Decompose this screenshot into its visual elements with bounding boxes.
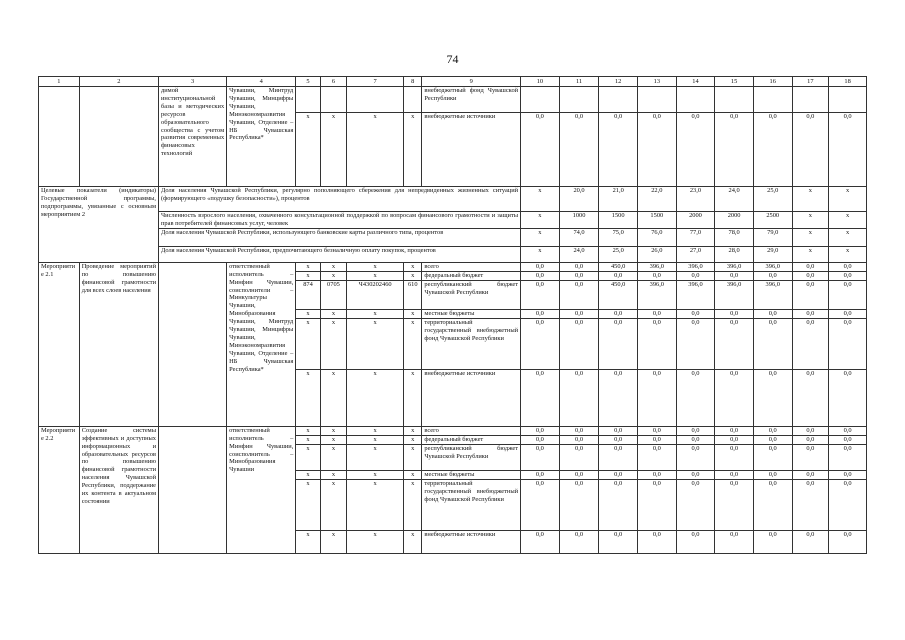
column-header-11: 11 [559, 77, 599, 87]
budget-code-cell: x [347, 369, 404, 426]
value-cell: 0,0 [521, 369, 560, 426]
budget-code-cell: x [320, 271, 346, 280]
value-cell: 0,0 [676, 271, 715, 280]
budget-code-cell: x [347, 309, 404, 318]
budget-code-cell: x [404, 530, 422, 553]
value-cell: 0,0 [521, 309, 560, 318]
value-cell: 0,0 [559, 530, 599, 553]
target-value-cell: 2000 [676, 212, 715, 229]
target-value-cell: x [792, 228, 829, 246]
value-cell: 0,0 [599, 369, 638, 426]
target-value-cell: 25,0 [599, 246, 638, 262]
column-header-8: 8 [404, 77, 422, 87]
target-indicator-text: Доля населения Чувашской Республики, предпочитающего безналичную оплату покупок, процентов [159, 246, 521, 262]
target-value-cell: x [792, 246, 829, 262]
column-header-17: 17 [792, 77, 829, 87]
empty-cell [159, 262, 227, 426]
budget-code-cell: x [320, 470, 346, 479]
target-indicator-text: Доля населения Чувашской Республики, регулярно пополняющего сбережения для непредвиденных жизненных ситуаций (формирующего «подушку безопасности»), процентов [159, 187, 521, 212]
value-cell: 0,0 [715, 113, 754, 187]
target-value-cell: 78,0 [715, 228, 754, 246]
target-indicator-row [39, 187, 867, 212]
value-cell: 0,0 [715, 271, 754, 280]
empty-cell [159, 426, 227, 553]
value-cell: 396,0 [753, 280, 792, 309]
budget-code-cell: x [296, 530, 320, 553]
event-name: Создание системы эффективных и доступных информационных и образовательных ресурсов по повышению финансовой грамотности населения Чувашской Республики, поддержание их контента в актуальном состоянии [79, 426, 158, 553]
empty-cell [320, 87, 346, 113]
value-cell: 0,0 [753, 444, 792, 470]
funding-source-cell: всего [422, 262, 521, 271]
value-cell: 0,0 [676, 113, 715, 187]
budget-code-cell: x [404, 470, 422, 479]
funding-source-cell: местные бюджеты [422, 309, 521, 318]
budget-code-cell: x [296, 444, 320, 470]
budget-code-cell: x [296, 426, 320, 435]
budget-code-cell: x [320, 444, 346, 470]
value-cell: 0,0 [599, 444, 638, 470]
value-cell: 0,0 [829, 280, 867, 309]
target-value-cell: 2000 [715, 212, 754, 229]
target-value-cell: 77,0 [676, 228, 715, 246]
column-header-5: 5 [296, 77, 320, 87]
value-cell: 0,0 [676, 309, 715, 318]
event-row [39, 262, 867, 271]
funding-source-cell: федеральный бюджет [422, 435, 521, 444]
budget-code-cell: x [347, 479, 404, 530]
funding-source-cell: местные бюджеты [422, 470, 521, 479]
budget-code-cell: 874 [296, 280, 320, 309]
empty-cell [829, 87, 867, 113]
value-cell: 0,0 [599, 318, 638, 369]
budget-code-cell: x [320, 479, 346, 530]
budget-code-cell: x [404, 479, 422, 530]
target-value-cell: x [521, 246, 560, 262]
event-label: Мероприятие 2.2 [39, 426, 80, 553]
value-cell: 0,0 [676, 444, 715, 470]
budget-code-cell: x [404, 435, 422, 444]
value-cell: 0,0 [792, 309, 829, 318]
value-cell: 0,0 [676, 369, 715, 426]
target-value-cell: 22,0 [638, 187, 677, 212]
event-name: Проведение мероприятий по повышению финансовой грамотности для всех слоев населения [79, 262, 158, 426]
column-header-18: 18 [829, 77, 867, 87]
budget-code-cell: x [347, 444, 404, 470]
budget-code-cell: x [320, 435, 346, 444]
column-header-14: 14 [676, 77, 715, 87]
value-cell: 0,0 [559, 280, 599, 309]
budget-code-cell: x [296, 262, 320, 271]
funding-source-cell: федеральный бюджет [422, 271, 521, 280]
budget-code-cell: x [404, 309, 422, 318]
budget-code-cell: x [404, 426, 422, 435]
target-value-cell: 2500 [753, 212, 792, 229]
value-cell: 0,0 [676, 435, 715, 444]
continuation-executor-cell: Чувашии, Минтруд Чувашии, Минцифры Чувашии, Минэкономразвития Чувашии, Отделение – НБ Чувашская Республика* [227, 87, 296, 187]
target-value-cell: 1000 [559, 212, 599, 229]
budget-code-cell: x [296, 369, 320, 426]
funding-source-cell: территориальный государственный внебюджетный фонд Чувашской Республики [422, 318, 521, 369]
value-cell: 396,0 [638, 280, 677, 309]
value-cell: 0,0 [638, 530, 677, 553]
value-cell: 0,0 [599, 470, 638, 479]
target-value-cell: x [521, 187, 560, 212]
value-cell: 450,0 [599, 262, 638, 271]
value-cell: 0,0 [676, 479, 715, 530]
value-cell: 0,0 [792, 479, 829, 530]
event-label: Мероприятие 2.1 [39, 262, 80, 426]
value-cell: 0,0 [829, 444, 867, 470]
value-cell: 0,0 [599, 435, 638, 444]
empty-cell [521, 87, 560, 113]
funding-source-cell: республиканский бюджет Чувашской Республики [422, 280, 521, 309]
value-cell: 0,0 [521, 435, 560, 444]
value-cell: 0,0 [521, 113, 560, 187]
value-cell: 0,0 [676, 470, 715, 479]
value-cell: 0,0 [792, 113, 829, 187]
value-cell: 0,0 [715, 309, 754, 318]
budget-code-cell: x [347, 470, 404, 479]
value-cell: 0,0 [829, 262, 867, 271]
budget-code-cell: x [320, 113, 346, 187]
value-cell: 0,0 [715, 435, 754, 444]
column-header-3: 3 [159, 77, 227, 87]
value-cell: 0,0 [599, 309, 638, 318]
page-number: 74 [446, 52, 459, 66]
value-cell: 396,0 [638, 262, 677, 271]
funding-source-cell: внебюджетный фонд Чувашской Республики [422, 87, 521, 113]
target-indicator-text: Доля населения Чувашской Республики, использующего банковские карты различного типа, процентов [159, 228, 521, 246]
continuation-goal-cell: димой институциональной базы и методических ресурсов образовательного сообщества с учетом развития современных финансовых технологий [159, 87, 227, 187]
budget-code-cell: x [347, 530, 404, 553]
value-cell: 0,0 [638, 309, 677, 318]
empty-cell [792, 87, 829, 113]
value-cell: 0,0 [638, 444, 677, 470]
target-indicator-text: Численность взрослого населения, охваченного консультационной поддержкой по вопросам финансового грамотности и защиты прав потребителей финансовых услуг, человек [159, 212, 521, 229]
budget-code-cell: x [296, 470, 320, 479]
budget-code-cell: x [404, 318, 422, 369]
target-value-cell: 23,0 [676, 187, 715, 212]
event-executor: ответственный исполнитель – Минфин Чувашии, соисполнители – Минкультуры Чувашии, Минобразования Чувашии, Минтруд Чувашии, Минцифры Чувашии, Минэкономразвития Чувашии, Отделение – НБ Чувашская Республика* [227, 262, 296, 426]
empty-cell [347, 87, 404, 113]
target-value-cell: x [829, 246, 867, 262]
value-cell: 0,0 [559, 271, 599, 280]
budget-code-cell: x [404, 271, 422, 280]
value-cell: 0,0 [715, 426, 754, 435]
column-header-10: 10 [521, 77, 560, 87]
budget-code-cell: x [296, 309, 320, 318]
target-value-cell: x [792, 212, 829, 229]
value-cell: 0,0 [676, 426, 715, 435]
target-value-cell: 24,0 [715, 187, 754, 212]
empty-cell [39, 87, 80, 187]
value-cell: 0,0 [792, 426, 829, 435]
value-cell: 0,0 [638, 435, 677, 444]
value-cell: 0,0 [521, 530, 560, 553]
value-cell: 0,0 [792, 262, 829, 271]
budget-code-cell: x [296, 113, 320, 187]
target-value-cell: 75,0 [599, 228, 638, 246]
budget-code-cell: x [320, 309, 346, 318]
target-value-cell: 1500 [638, 212, 677, 229]
funding-source-cell: внебюджетные источники [422, 369, 521, 426]
value-cell: 0,0 [559, 318, 599, 369]
target-value-cell: 76,0 [638, 228, 677, 246]
value-cell: 0,0 [521, 470, 560, 479]
value-cell: 0,0 [599, 479, 638, 530]
budget-code-cell: x [404, 369, 422, 426]
target-value-cell: 1500 [599, 212, 638, 229]
value-cell: 0,0 [521, 426, 560, 435]
budget-code-cell: Ч430202460 [347, 280, 404, 309]
target-indicators-label: Целевые показатели (индикаторы) Государственной программы, подпрограммы, увязанные с основным мероприятием 2 [39, 187, 159, 263]
value-cell: 0,0 [521, 280, 560, 309]
budget-code-cell: 610 [404, 280, 422, 309]
value-cell: 0,0 [792, 369, 829, 426]
budget-code-cell: x [347, 271, 404, 280]
budget-code-cell: x [347, 435, 404, 444]
target-value-cell: 27,0 [676, 246, 715, 262]
value-cell: 0,0 [559, 470, 599, 479]
column-header-13: 13 [638, 77, 677, 87]
value-cell: 0,0 [753, 530, 792, 553]
empty-cell [676, 87, 715, 113]
budget-code-cell: x [347, 426, 404, 435]
value-cell: 0,0 [638, 426, 677, 435]
value-cell: 0,0 [829, 318, 867, 369]
budget-code-cell: x [404, 113, 422, 187]
value-cell: 396,0 [676, 262, 715, 271]
budget-code-cell: x [320, 318, 346, 369]
target-value-cell: 24,0 [559, 246, 599, 262]
column-header-12: 12 [599, 77, 638, 87]
budget-code-cell: x [296, 435, 320, 444]
continuation-row [39, 87, 867, 113]
value-cell: 0,0 [638, 479, 677, 530]
value-cell: 0,0 [792, 530, 829, 553]
funding-source-cell: республиканский бюджет Чувашской Республики [422, 444, 521, 470]
column-header-2: 2 [79, 77, 158, 87]
target-value-cell: x [521, 228, 560, 246]
value-cell: 0,0 [521, 271, 560, 280]
value-cell: 0,0 [638, 113, 677, 187]
empty-cell [79, 87, 158, 187]
budget-code-cell: x [404, 262, 422, 271]
target-indicator-row [39, 246, 867, 262]
funding-source-cell: внебюджетные источники [422, 113, 521, 187]
value-cell: 0,0 [599, 530, 638, 553]
value-cell: 0,0 [599, 113, 638, 187]
value-cell: 0,0 [829, 113, 867, 187]
target-value-cell: x [829, 212, 867, 229]
value-cell: 0,0 [829, 309, 867, 318]
budget-code-cell: x [320, 426, 346, 435]
target-indicator-row [39, 212, 867, 229]
budget-code-cell: x [296, 479, 320, 530]
column-header-6: 6 [320, 77, 346, 87]
value-cell: 0,0 [559, 262, 599, 271]
empty-cell [753, 87, 792, 113]
value-cell: 0,0 [753, 470, 792, 479]
target-indicator-row [39, 228, 867, 246]
value-cell: 0,0 [559, 426, 599, 435]
value-cell: 0,0 [638, 470, 677, 479]
column-header-row [39, 77, 867, 87]
value-cell: 0,0 [521, 479, 560, 530]
value-cell: 450,0 [599, 280, 638, 309]
empty-cell [638, 87, 677, 113]
target-value-cell: 20,0 [559, 187, 599, 212]
value-cell: 0,0 [829, 271, 867, 280]
target-value-cell: x [829, 228, 867, 246]
value-cell: 0,0 [753, 113, 792, 187]
budget-code-cell: 0705 [320, 280, 346, 309]
value-cell: 0,0 [829, 369, 867, 426]
value-cell: 0,0 [559, 309, 599, 318]
value-cell: 0,0 [599, 271, 638, 280]
value-cell: 0,0 [715, 470, 754, 479]
target-value-cell: 21,0 [599, 187, 638, 212]
value-cell: 396,0 [715, 280, 754, 309]
value-cell: 0,0 [829, 426, 867, 435]
target-value-cell: 26,0 [638, 246, 677, 262]
value-cell: 0,0 [521, 262, 560, 271]
program-table [38, 76, 867, 554]
event-row [39, 426, 867, 435]
target-value-cell: x [792, 187, 829, 212]
column-header-9: 9 [422, 77, 521, 87]
budget-code-cell: x [296, 271, 320, 280]
value-cell: 0,0 [676, 318, 715, 369]
value-cell: 0,0 [753, 426, 792, 435]
value-cell: 0,0 [829, 479, 867, 530]
value-cell: 0,0 [753, 271, 792, 280]
value-cell: 0,0 [792, 280, 829, 309]
value-cell: 0,0 [521, 444, 560, 470]
empty-cell [559, 87, 599, 113]
value-cell: 0,0 [638, 271, 677, 280]
value-cell: 0,0 [521, 318, 560, 369]
budget-code-cell: x [320, 262, 346, 271]
value-cell: 0,0 [753, 435, 792, 444]
target-value-cell: 28,0 [715, 246, 754, 262]
value-cell: 0,0 [559, 369, 599, 426]
target-value-cell: 25,0 [753, 187, 792, 212]
value-cell: 0,0 [792, 318, 829, 369]
budget-code-cell: x [347, 113, 404, 187]
value-cell: 0,0 [753, 318, 792, 369]
budget-code-cell: x [347, 262, 404, 271]
value-cell: 0,0 [559, 435, 599, 444]
value-cell: 0,0 [715, 369, 754, 426]
budget-code-cell: x [347, 318, 404, 369]
value-cell: 0,0 [829, 435, 867, 444]
value-cell: 0,0 [753, 479, 792, 530]
column-header-1: 1 [39, 77, 80, 87]
budget-code-cell: x [320, 530, 346, 553]
target-value-cell: 79,0 [753, 228, 792, 246]
value-cell: 0,0 [559, 479, 599, 530]
funding-source-cell: всего [422, 426, 521, 435]
funding-source-cell: внебюджетные источники [422, 530, 521, 553]
value-cell: 0,0 [753, 369, 792, 426]
value-cell: 396,0 [715, 262, 754, 271]
target-value-cell: x [521, 212, 560, 229]
column-header-15: 15 [715, 77, 754, 87]
value-cell: 0,0 [829, 470, 867, 479]
empty-cell [715, 87, 754, 113]
value-cell: 0,0 [715, 444, 754, 470]
value-cell: 0,0 [829, 530, 867, 553]
event-executor: ответственный исполнитель – Минфин Чувашии, соисполнитель – Минобразования Чувашии [227, 426, 296, 553]
column-header-4: 4 [227, 77, 296, 87]
value-cell: 0,0 [638, 369, 677, 426]
column-header-16: 16 [753, 77, 792, 87]
value-cell: 0,0 [638, 318, 677, 369]
empty-cell [296, 87, 320, 113]
value-cell: 0,0 [792, 271, 829, 280]
target-value-cell: x [829, 187, 867, 212]
value-cell: 0,0 [715, 530, 754, 553]
value-cell: 0,0 [676, 530, 715, 553]
funding-source-cell: территориальный государственный внебюджетный фонд Чувашской Республики [422, 479, 521, 530]
value-cell: 0,0 [715, 479, 754, 530]
budget-code-cell: x [296, 318, 320, 369]
value-cell: 0,0 [792, 444, 829, 470]
value-cell: 0,0 [559, 113, 599, 187]
empty-cell [404, 87, 422, 113]
value-cell: 396,0 [676, 280, 715, 309]
value-cell: 0,0 [792, 470, 829, 479]
value-cell: 0,0 [599, 426, 638, 435]
column-header-7: 7 [347, 77, 404, 87]
budget-code-cell: x [320, 369, 346, 426]
value-cell: 0,0 [715, 318, 754, 369]
target-value-cell: 74,0 [559, 228, 599, 246]
empty-cell [599, 87, 638, 113]
value-cell: 0,0 [792, 435, 829, 444]
value-cell: 0,0 [753, 309, 792, 318]
value-cell: 396,0 [753, 262, 792, 271]
budget-code-cell: x [404, 444, 422, 470]
value-cell: 0,0 [559, 444, 599, 470]
target-value-cell: 29,0 [753, 246, 792, 262]
